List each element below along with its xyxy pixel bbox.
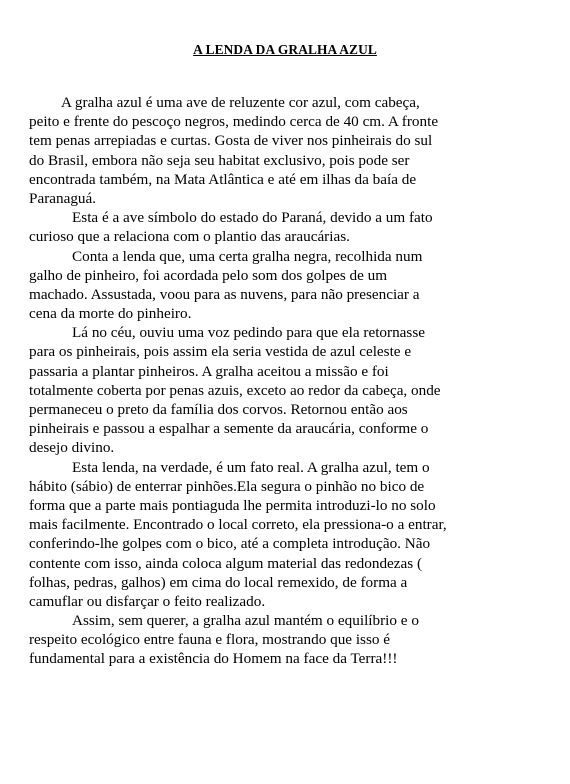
text-line: Assim, sem querer, a gralha azul mantém o equilíbrio e o <box>72 612 419 630</box>
text-line: folhas, pedras, galhos) em cima do local remexido, de forma a <box>29 573 408 591</box>
text-line: forma que a parte mais pontiaguda lhe permita introduzi-lo no solo <box>29 496 436 514</box>
text-line: camuflar ou disfarçar o feito realizado. <box>29 592 266 610</box>
document-title: A LENDA DA GRALHA AZUL <box>193 42 377 57</box>
text-line: galho de pinheiro, foi acordada pelo som dos golpes de um <box>29 266 388 284</box>
text-line: totalmente coberta por penas azuis, exceto ao redor da cabeça, onde <box>29 381 441 399</box>
text-line: cena da morte do pinheiro. <box>29 305 192 323</box>
text-line: curioso que a relaciona com o plantio das araucárias. <box>29 228 350 246</box>
text-line: desejo divino. <box>29 439 115 457</box>
text-line: mais facilmente. Encontrado o local correto, ela pressiona-o a entrar, <box>29 516 447 534</box>
text-line: Lá no céu, ouviu uma voz pedindo para que ela retornasse <box>72 324 425 342</box>
text-line: contente com isso, ainda coloca algum material das redondezas ( <box>29 554 423 572</box>
text-line: conferindo-lhe golpes com o bico, até a completa introdução. Não <box>29 535 431 553</box>
text-line: hábito (sábio) de enterrar pinhões.Ela segura o pinhão no bico de <box>29 477 425 495</box>
text-line: permaneceu o preto da família dos corvos. Retornou então aos <box>29 401 408 418</box>
text-line: do Brasil, embora não seja seu habitat exclusivo, pois pode ser <box>29 151 410 169</box>
text-line: respeito ecológico entre fauna e flora, mostrando que isso é <box>29 631 390 649</box>
text-line: peito e frente do pescoço negros, medindo cerca de 40 cm. A fronte <box>29 113 439 131</box>
text-line: A gralha azul é uma ave de reluzente cor azul, com cabeça, <box>61 94 420 111</box>
text-line: tem penas arrepiadas e curtas. Gosta de viver nos pinheirais do sul <box>29 132 433 150</box>
text-line: fundamental para a existência do Homem na face da Terra!!! <box>29 650 398 668</box>
text-line: passaria a plantar pinheiros. A gralha aceitou a missão e foi <box>29 362 389 380</box>
text-line: Conta a lenda que, uma certa gralha negra, recolhida num <box>72 247 423 265</box>
text-line: Esta lenda, na verdade, é um fato real. A gralha azul, tem o <box>72 458 430 476</box>
text-line: Paranaguá. <box>29 189 97 207</box>
text-line: machado. Assustada, voou para as nuvens, para não presenciar a <box>29 285 420 303</box>
document-body <box>29 93 457 669</box>
text-line: pinheirais e passou a espalhar a semente da araucária, conforme o <box>29 420 429 438</box>
text-line: Esta é a ave símbolo do estado do Paraná, devido a um fato <box>72 209 433 227</box>
text-line: para os pinheirais, pois assim ela seria vestida de azul celeste e <box>29 343 412 361</box>
text-line: encontrada também, na Mata Atlântica e até em ilhas da baía de <box>29 170 417 188</box>
